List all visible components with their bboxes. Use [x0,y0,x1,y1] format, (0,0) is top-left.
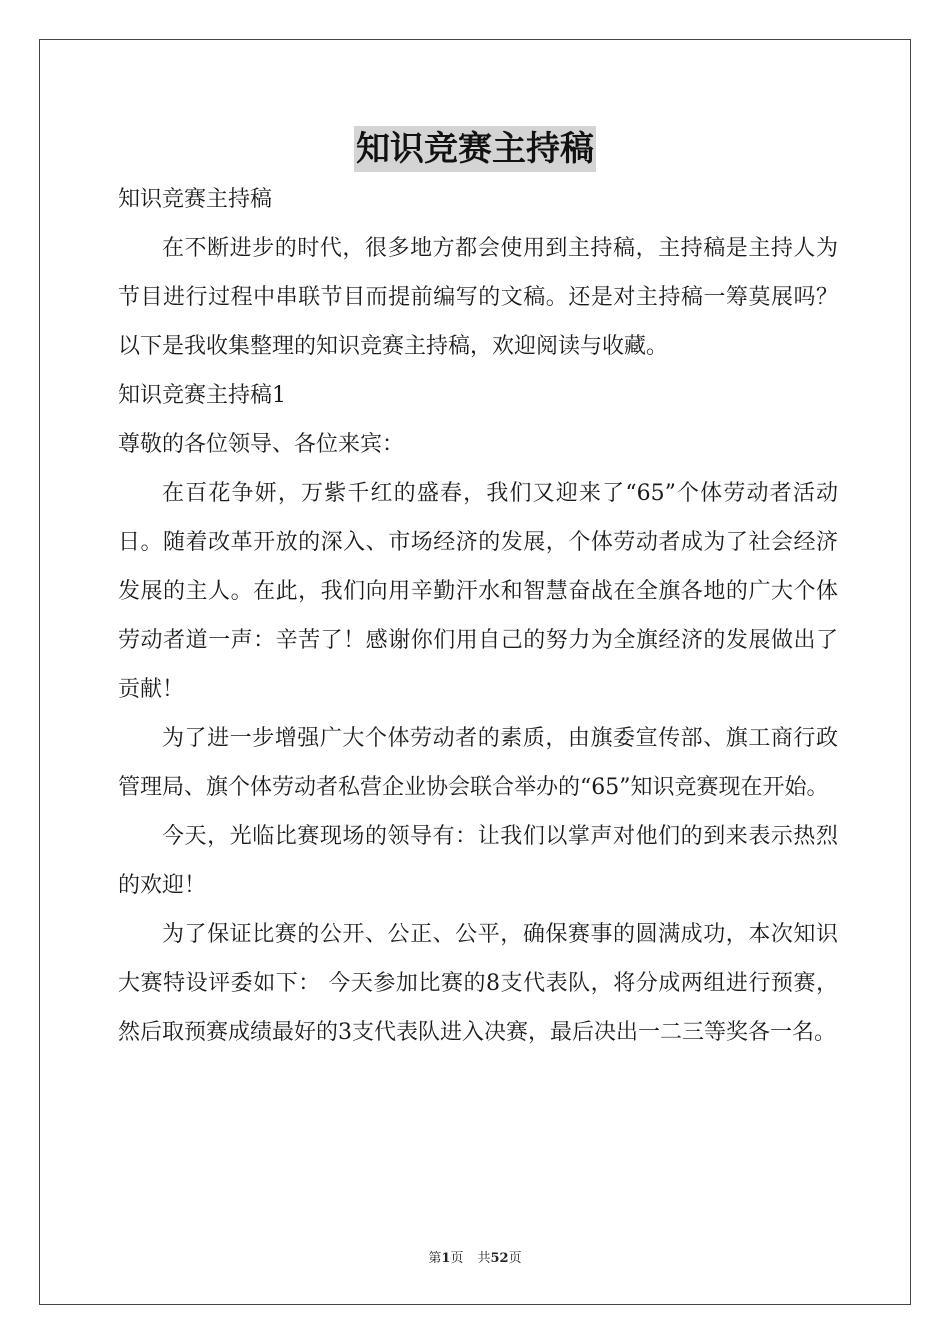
paragraph-body: 今天，光临比赛现场的领导有：让我们以掌声对他们的到来表示热烈的欢迎！ [118,824,838,898]
paragraph-body: 为了进一步增强广大个体劳动者的素质，由旗委宣传部、旗工商行政管理局、旗个体劳动者私营企业协会联合举办的“65”知识竞赛现在开始。 [118,726,838,800]
paragraph-salutation: 尊敬的各位领导、各位来宾： [118,432,405,457]
document-title: 知识竞赛主持稿 [354,126,596,172]
total-pages-suffix: 页 [508,1251,522,1266]
page-number-suffix: 页 [450,1251,464,1266]
current-page-number: 1 [441,1251,451,1266]
paragraph-body: 在百花争妍，万紫千红的盛春，我们又迎来了“65”个体劳动者活动日。随着改革开放的深入、市场经济的发展，个体劳动者成为了社会经济发展的主人。在此，我们向用辛勤汗水和智慧奋战在全旗各地的广大个体劳动者道一声：辛苦了！感谢你们用自己的努力为全旗经济的发展做出了贡献！ [118,481,838,702]
page-footer [0,1247,950,1266]
total-page-count: 52 [490,1251,509,1266]
paragraph-body: 为了保证比赛的公开、公正、公平，确保赛事的圆满成功，本次知识大赛特设评委如下： 今天参加比赛的8支代表队，将分成两组进行预赛，然后取预赛成绩最好的3支代表队进入决赛，最后决出一二三等奖各一名。 [118,922,838,1045]
document-body [118,175,838,1057]
paragraph-subtitle: 知识竞赛主持稿 [118,187,273,212]
total-pages-prefix: 共 [477,1251,491,1266]
paragraph-intro: 在不断进步的时代，很多地方都会使用到主持稿，主持稿是主持人为节目进行过程中串联节目而提前编写的文稿。还是对主持稿一筹莫展吗？以下是我收集整理的知识竞赛主持稿，欢迎阅读与收藏。 [118,236,838,359]
page-number-prefix: 第 [428,1251,442,1266]
paragraph-section-heading: 知识竞赛主持稿1 [118,383,286,408]
title-container [0,126,950,172]
